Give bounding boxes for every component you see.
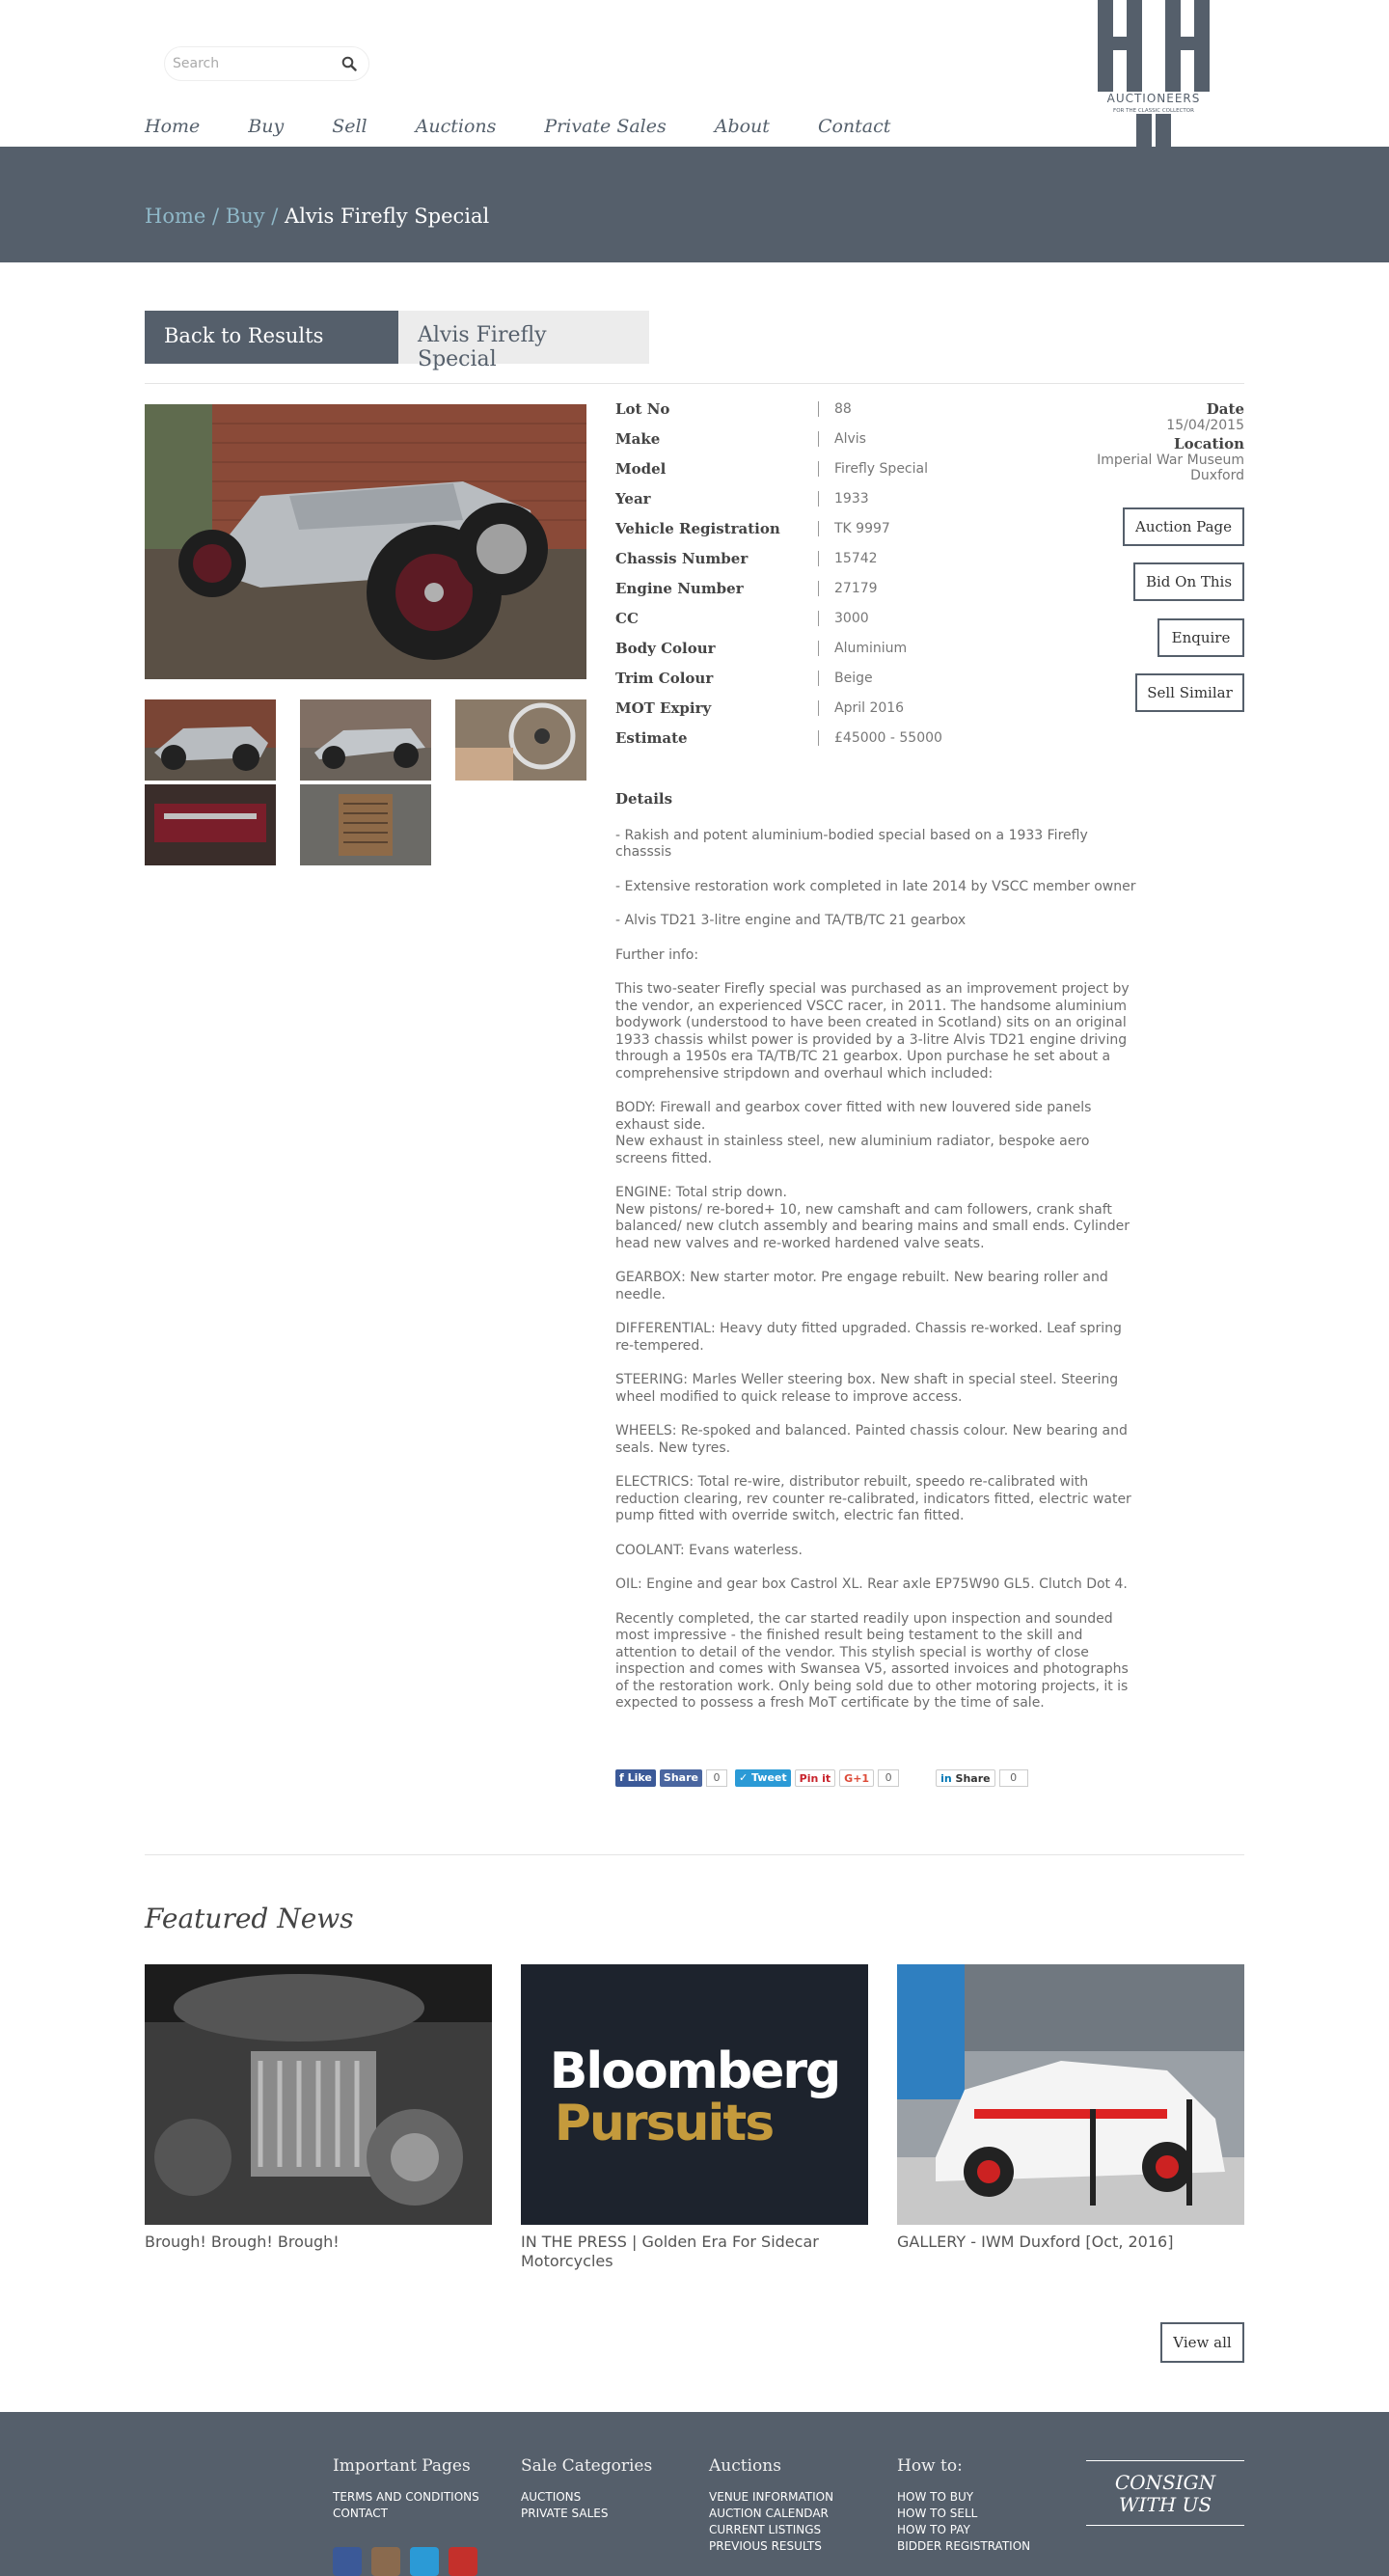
details-paragraph: Recently completed, the car started readily upon inspection and sounded most impressive - the finished result being testament to the skill and attention to detail of the vendor. This stylish special is worthy of close inspection and comes with Swansea V5, assorted invoices and photographs of the restoration work. Only being sold due to other motoring projects, it is expected to possess a fresh MoT certificate by the time of sale. <box>615 1610 1129 1711</box>
footer-column <box>897 2456 1030 2555</box>
facebook-icon: f <box>619 1771 628 1784</box>
enquire-button[interactable]: Enquire <box>1158 618 1244 657</box>
featured-news-title: Featured News <box>145 1903 354 1934</box>
footer-link[interactable]: AUCTIONS <box>521 2490 582 2504</box>
social-links <box>333 2547 477 2576</box>
footer-column <box>333 2456 479 2522</box>
details-paragraph: This two-seater Firefly special was purchased as an improvement project by the vendor, an experienced VSCC racer, in 2011. The handsome aluminium bodywork (understood to have been created in Scotland) sits on an original 1933 chassis whilst power is provided by a 3-litre Alvis TD21 engine driving through a 1950s era TA/TB/TC 21 gearbox. Upon purchase he set about a comprehensive stripdown and overhaul which included: <box>615 981 1130 1082</box>
auction-page-button[interactable]: Auction Page <box>1123 507 1244 546</box>
spec-row <box>615 699 1059 729</box>
spec-row <box>615 460 1059 490</box>
details-paragraph: WHEELS: Re-spoked and balanced. Painted chassis colour. New bearing and seals. New tyres. <box>615 1423 1128 1456</box>
spec-row <box>615 430 1059 460</box>
page-banner <box>0 147 1389 262</box>
breadcrumb-sep: / <box>212 205 220 228</box>
divider <box>145 1854 1244 1855</box>
linkedin-icon: in <box>940 1772 956 1785</box>
footer-link[interactable]: VENUE INFORMATION <box>709 2490 834 2504</box>
details-paragraph: ELECTRICS: Total re-wire, distributor rebuilt, speedo re-calibrated with reduction clearing, rev counter re-calibrated, indicators fitted, electric water pump fitted with override switch, electric fan fitted. <box>615 1474 1131 1523</box>
date-label: Date <box>1206 400 1244 418</box>
nav-private-sales[interactable]: Private Sales <box>544 116 667 137</box>
instagram-icon[interactable] <box>371 2547 400 2576</box>
spec-value: Beige <box>834 671 873 686</box>
hh-logo[interactable] <box>1090 0 1217 147</box>
share-bar <box>615 1768 1028 1789</box>
view-all-button[interactable]: View all <box>1160 2322 1244 2363</box>
nav-sell[interactable]: Sell <box>332 116 368 137</box>
logo-auctioneers: AUCTIONEERS <box>1106 92 1201 105</box>
location-label: Location <box>1174 435 1244 452</box>
spec-row <box>615 580 1059 610</box>
back-to-results-button[interactable]: Back to Results <box>145 311 398 364</box>
youtube-icon[interactable] <box>449 2547 477 2576</box>
footer-link[interactable]: TERMS AND CONDITIONS <box>333 2490 479 2504</box>
spec-separator <box>818 611 819 626</box>
nav-buy[interactable]: Buy <box>248 116 285 137</box>
details-title: Details <box>615 790 673 808</box>
lot-title: Alvis Firefly Special <box>398 311 649 364</box>
spec-row <box>615 610 1059 640</box>
facebook-like-button[interactable]: f Like <box>615 1769 656 1787</box>
spec-label: Year <box>615 490 651 507</box>
spec-value: £45000 - 55000 <box>834 730 942 746</box>
spec-row <box>615 490 1059 520</box>
news-caption-2[interactable]: IN THE PRESS | Golden Era For Sidecar Motorcycles <box>521 2233 819 2270</box>
location-value-1: Imperial War Museum <box>1097 452 1244 468</box>
footer-link[interactable]: HOW TO SELL <box>897 2507 978 2520</box>
news-image-bloomberg[interactable] <box>521 1964 868 2225</box>
details-paragraph: COOLANT: Evans waterless. <box>615 1542 803 1558</box>
breadcrumb-home[interactable]: Home <box>145 205 206 228</box>
details-paragraph: - Alvis TD21 3-litre engine and TA/TB/TC 21 gearbox <box>615 913 967 928</box>
footer-column <box>521 2456 652 2522</box>
site-header <box>0 0 1389 147</box>
spec-value: 15742 <box>834 551 878 566</box>
spec-value: Aluminium <box>834 641 908 656</box>
footer-link[interactable]: HOW TO BUY <box>897 2490 974 2504</box>
spec-label: Lot No <box>615 400 670 418</box>
bloomberg-logo-text: Bloomberg <box>549 2042 840 2100</box>
spec-separator <box>818 461 819 477</box>
breadcrumb-sep: / <box>271 205 279 228</box>
thumbnail-2[interactable] <box>300 699 431 781</box>
search-icon[interactable] <box>341 56 357 71</box>
footer-link[interactable]: BIDDER REGISTRATION <box>897 2539 1031 2553</box>
facebook-icon[interactable] <box>333 2547 362 2576</box>
footer-column <box>709 2456 833 2555</box>
nav-auctions[interactable]: Auctions <box>415 116 497 137</box>
spec-value: 88 <box>834 401 852 417</box>
spec-separator <box>818 401 819 417</box>
spec-value: TK 9997 <box>834 521 890 536</box>
search-box <box>164 46 369 81</box>
spec-label: Engine Number <box>615 580 744 597</box>
pursuits-logo-text: Pursuits <box>554 2095 774 2152</box>
footer-link[interactable]: PRIVATE SALES <box>521 2507 609 2520</box>
twitter-icon[interactable] <box>410 2547 439 2576</box>
details-paragraph: - Rakish and potent aluminium-bodied special based on a 1933 Firefly chasssis <box>615 827 1088 860</box>
details-paragraph: Further info: <box>615 946 699 963</box>
spec-value: 27179 <box>834 581 878 596</box>
spec-value: April 2016 <box>834 700 905 716</box>
spec-row <box>615 400 1059 430</box>
breadcrumb-current: Alvis Firefly Special <box>285 205 490 228</box>
facebook-share-button[interactable]: Share <box>660 1769 702 1787</box>
main-nav <box>145 116 939 137</box>
nav-about[interactable]: About <box>714 116 770 137</box>
consign-with-us-button[interactable]: CONSIGN WITH US <box>1086 2460 1244 2526</box>
divider <box>145 383 1244 384</box>
footer-column-title: Important Pages <box>333 2456 471 2476</box>
search-input[interactable] <box>173 53 337 74</box>
footer-link[interactable]: PREVIOUS RESULTS <box>709 2539 822 2553</box>
twitter-icon: ✓ <box>738 1771 751 1784</box>
spec-label: Chassis Number <box>615 550 749 567</box>
footer-column-title: Sale Categories <box>521 2456 653 2476</box>
details-paragraph: STEERING: Marles Weller steering box. New shaft in special steel. Steering wheel modified to quick release to improve access. <box>615 1372 1119 1405</box>
footer-column-title: Auctions <box>709 2456 781 2476</box>
spec-value: 1933 <box>834 491 869 507</box>
footer-link[interactable]: CONTACT <box>333 2507 388 2520</box>
footer-link[interactable]: HOW TO PAY <box>897 2523 970 2536</box>
spec-label: CC <box>615 610 639 627</box>
details-paragraph: BODY: Firewall and gearbox cover fitted with new louvered side panels exhaust side. New exhaust in stainless steel, new aluminium radiator, bespoke aero screens fitted. <box>615 1100 1092 1166</box>
thumbnail-3[interactable] <box>455 699 586 781</box>
spec-label: Trim Colour <box>615 670 714 687</box>
spec-row <box>615 550 1059 580</box>
spec-separator <box>818 521 819 536</box>
footer-column-title: How to: <box>897 2456 963 2476</box>
spec-separator <box>818 700 819 716</box>
spec-separator <box>818 581 819 596</box>
news-image-brough[interactable] <box>145 1964 492 2225</box>
spec-label: Estimate <box>615 729 688 747</box>
spec-row <box>615 520 1059 550</box>
footer-link[interactable]: CURRENT LISTINGS <box>709 2523 822 2536</box>
details-paragraph: GEARBOX: New starter motor. Pre engage rebuilt. New bearing roller and needle. <box>615 1270 1108 1302</box>
details-paragraph: - Extensive restoration work completed in late 2014 by VSCC member owner <box>615 878 1136 894</box>
linkedin-share-button[interactable]: in Share <box>936 1769 995 1787</box>
spec-separator <box>818 730 819 746</box>
breadcrumb-buy[interactable]: Buy <box>225 205 265 228</box>
spec-row <box>615 640 1059 670</box>
spec-separator <box>818 641 819 656</box>
details-paragraph: DIFFERENTIAL: Heavy duty fitted upgraded. Chassis re-worked. Leaf spring re-tempered. <box>615 1321 1122 1354</box>
nav-contact[interactable]: Contact <box>817 116 891 137</box>
spec-value: Alvis <box>834 431 866 447</box>
sale-info <box>994 400 1244 719</box>
thumbnail-4[interactable] <box>145 784 276 865</box>
spec-value: Firefly Special <box>834 461 928 477</box>
spec-table <box>615 400 1059 759</box>
breadcrumb <box>145 205 489 228</box>
spec-label: Body Colour <box>615 640 716 657</box>
spec-row <box>615 670 1059 699</box>
spec-value: 3000 <box>834 611 869 626</box>
date-value: 15/04/2015 <box>1166 418 1244 433</box>
news-image-iwm-duxford[interactable] <box>897 1964 1244 2225</box>
spec-label: Make <box>615 430 661 448</box>
logo-tagline: FOR THE CLASSIC COLLECTOR <box>1113 108 1194 114</box>
location-value-2: Duxford <box>1190 468 1244 483</box>
logo-and: AND <box>1144 57 1163 67</box>
spec-separator <box>818 671 819 686</box>
spec-label: Model <box>615 460 667 478</box>
footer-link[interactable]: AUCTION CALENDAR <box>709 2507 829 2520</box>
spec-row <box>615 729 1059 759</box>
google-plus-button[interactable]: G+1 <box>839 1769 874 1787</box>
spec-label: MOT Expiry <box>615 699 712 717</box>
details-paragraph: ENGINE: Total strip down. New pistons/ re-bored+ 10, new camshaft and cam followers, crank shaft balanced/ new clutch assembly and bearing mains and small ends. Cylinder head new valves and re-worked hardened valve seats. <box>615 1185 1130 1251</box>
bid-on-this-button[interactable]: Bid On This <box>1133 562 1244 601</box>
sell-similar-button[interactable]: Sell Similar <box>1135 673 1244 712</box>
main-photo[interactable] <box>145 404 586 679</box>
facebook-share-count: 0 <box>706 1769 727 1787</box>
tweet-button[interactable]: ✓ Tweet <box>735 1769 791 1787</box>
spec-separator <box>818 491 819 507</box>
google-plus-count: 0 <box>878 1769 899 1787</box>
spec-label: Vehicle Registration <box>615 520 780 537</box>
linkedin-share-count: 0 <box>999 1769 1028 1787</box>
pinterest-button[interactable]: Pin it <box>795 1769 836 1787</box>
site-footer <box>0 2412 1389 2576</box>
spec-separator <box>818 431 819 447</box>
details-paragraph: OIL: Engine and gear box Castrol XL. Rear axle EP75W90 GL5. Clutch Dot 4. <box>615 1576 1128 1592</box>
thumbnail-5[interactable] <box>300 784 431 865</box>
details-section <box>615 791 1136 1730</box>
nav-home[interactable]: Home <box>145 116 201 137</box>
news-caption-1[interactable]: Brough! Brough! Brough! <box>145 2233 340 2251</box>
news-caption-3[interactable]: GALLERY - IWM Duxford [Oct, 2016] <box>897 2233 1174 2251</box>
thumbnail-1[interactable] <box>145 699 276 781</box>
spec-separator <box>818 551 819 566</box>
